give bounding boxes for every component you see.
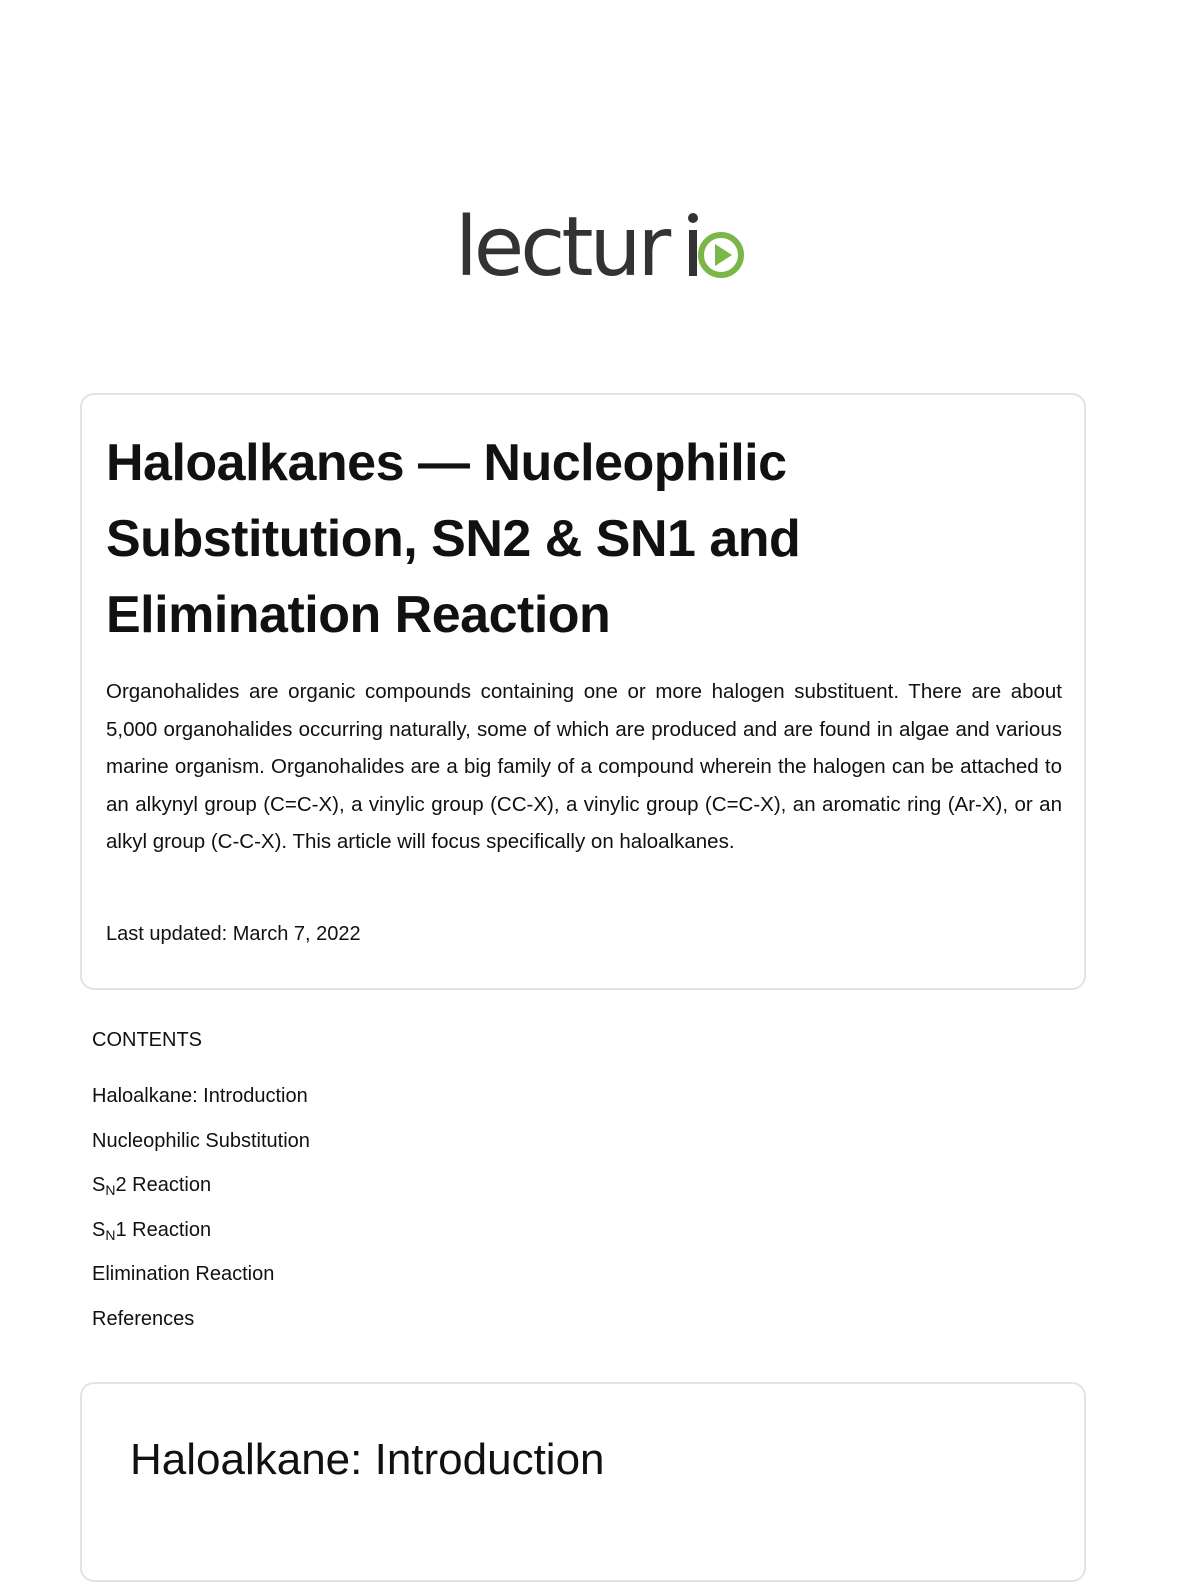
lecturio-logo: [455, 200, 755, 290]
logo-i-dot: [688, 213, 698, 223]
toc-item-label[interactable]: Elimination Reaction: [92, 1263, 275, 1285]
intro-card: [80, 393, 1086, 990]
logo-i-stem: [689, 230, 697, 276]
toc-item-sn1-reaction[interactable]: [92, 1215, 310, 1260]
article-summary: Organohalides are organic compounds containing one or more halogen substituent. There are about 5,000 organohalides occurring naturally, some of which are produced and are found in algae and various marine organism. Organohalides are a big family of a compound wherein the halogen can be attached to an alkynyl group (C=C-X), a vinylic group (CC-X), a vinylic group (C=C-X), an aromatic ring (Ar-X), or an alkyl group (C-C-X). This article will focus specifically on haloalkanes.: [106, 680, 1062, 853]
toc-item-suffix[interactable]: 1 Reaction: [115, 1218, 212, 1241]
toc-item-elimination-reaction[interactable]: [92, 1259, 310, 1304]
toc-item-label[interactable]: Haloalkane: Introduction: [92, 1085, 308, 1107]
page-title: Haloalkanes — Nucleophilic Substitution, SN2 & SN1 and Elimination Reaction: [106, 434, 801, 644]
table-of-contents: [92, 1081, 310, 1348]
toc-item-references[interactable]: [92, 1304, 310, 1349]
toc-item-haloalkane-introduction[interactable]: [92, 1081, 310, 1126]
toc-item-label[interactable]: References: [92, 1307, 195, 1330]
toc-item-prefix[interactable]: S: [92, 1218, 106, 1241]
play-icon: [715, 244, 732, 266]
toc-item-nucleophilic-substitution[interactable]: [92, 1126, 310, 1171]
section-card: [80, 1382, 1086, 1582]
toc-item-label[interactable]: Nucleophilic Substitution: [92, 1129, 310, 1152]
section-title: Haloalkane: Introduction: [130, 1435, 605, 1484]
toc-item-subscript[interactable]: N: [105, 1226, 116, 1243]
toc-item-suffix[interactable]: 2 Reaction: [115, 1174, 212, 1196]
logo-wordmark: lectur: [455, 200, 668, 290]
last-updated: Last updated: March 7, 2022: [106, 923, 361, 945]
toc-item-subscript[interactable]: N: [105, 1182, 116, 1198]
toc-item-prefix[interactable]: S: [92, 1174, 106, 1196]
contents-heading: CONTENTS: [92, 1029, 202, 1051]
toc-item-sn2-reaction[interactable]: [92, 1170, 310, 1215]
